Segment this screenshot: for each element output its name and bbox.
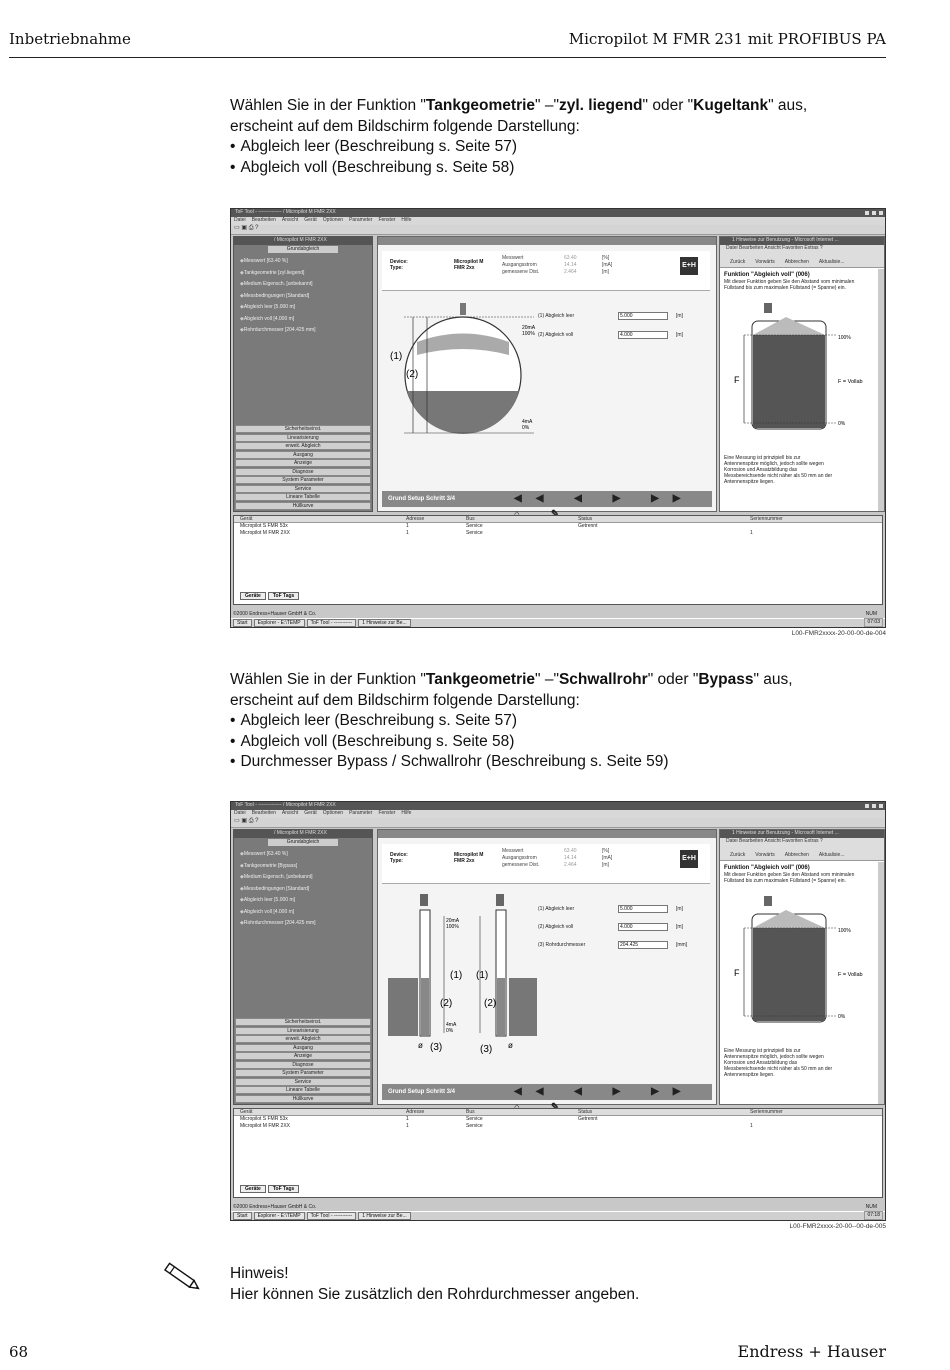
close-icon[interactable] [878,803,884,809]
nav-button[interactable]: Service [235,485,371,493]
step-navigation-buttons[interactable]: ◀◀ ◀ ▶ ▶▶ [514,493,695,504]
menu-item[interactable]: Parameter [349,810,373,816]
bullet-item: • Abgleich voll (Beschreibung s. Seite 58) [230,158,890,179]
panel-titlebar [378,830,716,838]
menu-item[interactable]: Fenster [378,217,396,223]
nav-item[interactable]: ◆ Medium Eigensch. [unbekannt] [240,874,366,886]
col-header[interactable]: Seriennummer [750,516,783,522]
vertical-tank-drawing [726,299,876,439]
taskbar-item[interactable]: Explorer - E:\TEMP [254,1212,305,1220]
liquid-shape [753,928,825,1021]
field-label: (2) Abgleich voll [538,332,574,338]
cell: Getrennt [578,523,598,529]
list-tabs [240,592,299,600]
menu-item[interactable]: Bearbeiten [251,810,276,816]
cell [578,1123,750,1130]
nav-item[interactable]: ◆ Rohrdurchmesser [204.425 mm] [240,327,366,339]
cell [750,523,876,530]
maximize-icon[interactable] [871,803,877,809]
section1-line2: erscheint auf dem Bildschirm folgende Darstellung: [230,117,580,135]
empty-calibration-input[interactable]: 5.000 [618,312,668,320]
help-toolbar [720,252,884,268]
cell: Micropilot S FMR 53x [240,1116,288,1122]
brand-footer: Endress + Hauser [737,1342,886,1361]
label-4ma: 4mA [446,1022,457,1028]
meas-label: gemessene Dist. [502,269,540,275]
label-3: (3) [480,1044,493,1055]
nav-button[interactable]: Linearisierung [235,1027,371,1035]
label-0pct: 0% [522,425,530,431]
type-value: FMR 2xx [454,858,475,864]
stop-button[interactable]: Abbrechen [784,259,809,265]
menu-item[interactable]: Bearbeiten [251,217,276,223]
help-titlebar: 1 Hinweise zur Benutzung - Microsoft Internet ... [720,830,884,838]
step-bar [382,1084,712,1100]
cell: Micropilot S FMR 53x [240,523,288,529]
note-title: Hinweis! [230,1265,289,1282]
label-f-desc: F = Vollab [838,972,863,978]
stillwell-liquid [497,978,505,1036]
section2-text [230,670,890,773]
menu-item[interactable]: Datei [234,810,246,816]
help-browser-window [719,829,885,1105]
help-text: Mit dieser Funktion geben Sie den Abstand vom minimalen Füllstand bis zum maximalen Füllstand (= Spanne) ein. [724,279,855,291]
tab-tof-tags[interactable]: ToF Tags [268,1185,299,1193]
setup-panel [377,236,717,512]
meas-unit: [m] [602,269,609,275]
label-4ma: 4mA [522,419,533,425]
device-info [382,251,710,291]
forward-button[interactable]: Vorwärts [755,852,775,858]
section2-line1: Wählen Sie in der Funktion "Tankgeometrie" –"Schwallrohr" oder "Bypass" aus, [230,671,793,688]
full-calibration-input[interactable]: 4.000 [618,331,668,339]
menu-item[interactable]: Optionen [322,810,344,816]
nav-buttons [235,1018,371,1103]
back-button[interactable]: Zurück [730,259,746,265]
panel-titlebar [378,237,716,245]
menu-item[interactable]: Gerät [304,810,317,816]
cell: 1 [406,1116,409,1122]
nav-group-button[interactable]: Grundabgleich [268,839,338,846]
menu-item[interactable]: Gerät [304,217,317,223]
bullet-item: • Durchmesser Bypass / Schwallrohr (Beschreibung s. Seite 59) [230,752,890,773]
running-header-right: Micropilot M FMR 231 mit PROFIBUS PA [568,30,886,48]
nav-item[interactable]: ◆ Messbedingungen [Standard] [240,293,366,305]
label-1: (1) [450,970,463,981]
navigation-panel [233,829,373,1105]
menu-item[interactable]: Parameter [349,217,373,223]
col-header[interactable]: Bus [466,516,475,522]
menu-item[interactable]: Optionen [322,217,344,223]
taskbar [231,1211,885,1220]
status-num: NUM [865,611,877,617]
folder-icon[interactable]: ▭ [234,225,240,231]
nav-button[interactable]: System Parameter [235,1069,371,1077]
start-button[interactable]: Start [233,619,252,627]
close-icon[interactable] [878,210,884,216]
figure-id-2: L00-FMR2xxxx-20-00--00-de-005 [789,1223,886,1230]
cell: 1 [406,530,409,536]
step-navigation-buttons[interactable]: ◀◀ ◀ ▶ ▶▶ [514,1086,695,1097]
nav-button[interactable]: Diagnose [235,468,371,476]
device-value: Micropilot M [454,259,484,265]
save-icon[interactable]: ▣ [241,818,248,824]
meas-label: gemessene Dist. [502,862,540,868]
nav-button[interactable]: Linearisierung [235,434,371,442]
help-content [720,269,878,511]
nav-button[interactable]: Hüllkurve [235,502,371,510]
nav-button[interactable]: Sicherheitseinst. [235,1018,371,1026]
table-header [234,1109,882,1116]
bullet-item: • Abgleich leer (Beschreibung s. Seite 57) [230,711,890,732]
field-label: (1) Abgleich leer [538,906,575,912]
save-icon[interactable]: ▣ [241,225,248,231]
help-titlebar: 1 Hinweise zur Benutzung - Microsoft Internet ... [720,237,884,245]
meas-value: 63.40 [564,255,577,261]
cell: Service [466,1116,483,1122]
window-titlebar: ToF Tool - -------------- / Micropilot M FMR 2XX [231,209,885,217]
menu-item[interactable]: Ansicht [281,217,299,223]
label-0pct: 0% [838,421,846,427]
label-100pct: 100% [838,335,851,341]
nav-item[interactable]: ◆ Abgleich leer [5.000 m] [240,304,366,316]
cell [750,1116,876,1123]
sensor-shape [420,894,428,906]
help-browser-window [719,236,885,512]
help-content [720,862,878,1104]
back-button[interactable]: Zurück [730,852,746,858]
device-list-panel [233,515,883,605]
nav-item[interactable]: ◆ Abgleich voll [4.000 m] [240,909,366,921]
bypass-liquid [421,978,429,1036]
help-heading: Funktion "Abgleich voll" (006) [724,272,810,278]
nav-item[interactable]: ◆ Tankgeometrie [zyl.liegend] [240,270,366,282]
meas-value: 14.14 [564,855,577,861]
col-header[interactable]: Gerät [240,1109,253,1115]
toolbar [231,818,885,828]
list-tabs [240,1185,299,1193]
meas-unit: [%] [602,848,610,854]
tank-liquid-left [388,978,418,1036]
meas-label: Ausgangsstrom [502,855,537,861]
table-row[interactable] [234,523,882,530]
nav-button[interactable]: Lineare Tabelle [235,1086,371,1094]
tab-geraete[interactable]: Geräte [240,1185,266,1193]
nav-item[interactable]: ◆ Messwert [63.40 %] [240,851,366,863]
cell: Service [466,530,483,536]
full-calibration-input[interactable]: 4.000 [618,923,668,931]
field-unit: [m] [676,332,683,338]
refresh-button[interactable]: Aktualisie... [818,852,845,858]
meas-unit: [m] [602,862,609,868]
pipe-diameter-input[interactable]: 204.425 [618,941,668,949]
nav-button[interactable]: erweit. Abgleich [235,442,371,450]
nav-items [234,847,372,936]
table-row[interactable] [234,1123,882,1130]
menu-item[interactable]: Fenster [378,810,396,816]
nav-item[interactable]: ◆ Abgleich voll [4.000 m] [240,316,366,328]
label-2: (2) [406,369,419,380]
section1-line1: Wählen Sie in der Funktion "Tankgeometrie" –"zyl. liegend" oder "Kugeltank" aus, [230,97,808,114]
col-header[interactable]: Seriennummer [750,1109,783,1115]
diameter-symbol: ø [508,1041,513,1050]
toolbar [231,225,885,235]
meas-label: Messwert [502,848,524,854]
nav-item[interactable]: ◆ Messbedingungen [Standard] [240,886,366,898]
cell: 1 [406,523,409,529]
status-num: NUM [865,1204,877,1210]
print-icon[interactable]: ⎙ [248,818,254,824]
nav-title: / Micropilot M FMR 2XX [234,237,372,245]
vertical-tank-drawing [726,892,876,1032]
note-text: Hier können Sie zusätzlich den Rohrdurchmesser angeben. [230,1285,640,1303]
diameter-symbol: ø [418,1041,423,1050]
meas-unit: [mA] [602,855,613,861]
setup-panel [377,829,717,1105]
taskbar-item[interactable]: Explorer - E:\TEMP [254,619,305,627]
sensor-shape [460,303,466,315]
device-label: Device: [390,852,408,858]
label-100pct: 100% [838,928,851,934]
label-f: F [734,375,740,385]
nav-button[interactable]: Anzeige [235,459,371,467]
cell [578,530,750,537]
col-header[interactable]: Status [578,516,593,522]
tab-tof-tags[interactable]: ToF Tags [268,592,299,600]
meas-value: 2.464 [564,862,577,868]
col-header[interactable]: Adresse [406,1109,425,1115]
liquid-shape [407,391,519,434]
device-list-panel [233,1108,883,1198]
forward-button[interactable]: Vorwärts [755,259,775,265]
taskbar-item[interactable]: 1 Hinweise zur Be... [358,1212,410,1220]
meas-value: 14.14 [564,262,577,268]
status-copyright: ©2000 Endress+Hauser GmbH & Co. [233,611,317,617]
nav-button[interactable]: Ausgang [235,451,371,459]
meas-value: 2.464 [564,269,577,275]
sensor-shape [496,894,504,906]
horizontal-tank-drawing [384,295,554,455]
help-heading: Funktion "Abgleich voll" (006) [724,865,810,871]
section2-bullets [230,711,890,773]
help-toolbar [720,845,884,861]
col-header[interactable]: Gerät [240,516,253,522]
nav-item[interactable]: ◆ Tankgeometrie [Bypass] [240,863,366,875]
nav-item[interactable]: ◆ Medium Eigensch. [unbekannt] [240,281,366,293]
help-menu[interactable]: Datei Bearbeiten Ansicht Favoriten Extras ? [720,245,884,252]
menu-item[interactable]: Ansicht [281,810,299,816]
navigation-panel [233,236,373,512]
label-3: (3) [430,1042,443,1053]
step-bar [382,491,712,507]
note-block [230,1264,639,1305]
nav-button[interactable]: Lineare Tabelle [235,493,371,501]
label-1: (1) [476,970,489,981]
cell: 1 [750,530,753,536]
help-icon[interactable]: ? [255,818,259,824]
cell: Service [466,523,483,529]
cell: Service [466,1123,483,1129]
nav-button[interactable]: Sicherheitseinst. [235,425,371,433]
running-header-left: Inbetriebnahme [9,30,131,48]
pencil-icon [160,1262,204,1292]
figure-id-1: L00-FMR2xxxx-20-00-00-de-004 [791,630,886,637]
bullet-item: • Abgleich voll (Beschreibung s. Seite 58) [230,732,890,753]
col-header[interactable]: Adresse [406,516,425,522]
device-value: Micropilot M [454,852,484,858]
help-menu[interactable]: Datei Bearbeiten Ansicht Favoriten Extras ? [720,838,884,845]
meas-value: 63.40 [564,848,577,854]
taskbar-item[interactable]: ToF Tool - ----------- [307,619,357,627]
folder-icon[interactable]: ▭ [234,818,240,824]
col-header[interactable]: Bus [466,1109,475,1115]
menu-item[interactable]: Hilfe [401,217,412,223]
label-100pct: 100% [522,331,535,337]
bypass-stillwell-drawing [384,888,544,1058]
help-note: Eine Messung ist prinzipiell bis zur Antennenspitze möglich, jedoch sollte wegen Korrosion und Ansatzbildung das Messbereichsende nicht näher als 50 mm an der Antennenspitze liegen. [724,455,833,485]
help-note: Eine Messung ist prinzipiell bis zur Antennenspitze möglich, jedoch sollte wegen Korrosion und Ansatzbildung das Messbereichsende nicht näher als 50 mm an der Antennenspitze liegen. [724,1048,833,1078]
field-unit: [m] [676,313,683,319]
field-unit: [mm] [676,942,688,948]
nav-group-button[interactable]: Grundabgleich [268,246,338,253]
menu-bar [231,810,885,818]
nav-item[interactable]: ◆ Rohrdurchmesser [204.425 mm] [240,920,366,932]
nav-item[interactable]: ◆ Messwert [63.40 %] [240,258,366,270]
field-unit: [m] [676,906,683,912]
label-f-desc: F = Vollab [838,379,863,385]
taskbar-item[interactable]: ToF Tool - ----------- [307,1212,357,1220]
cell: 1 [406,1123,409,1129]
nav-button[interactable]: System Parameter [235,476,371,484]
section1-text [230,96,890,178]
label-0pct: 0% [838,1014,846,1020]
nav-button[interactable]: Diagnose [235,1061,371,1069]
section1-bullets [230,137,890,178]
table-row[interactable] [234,1116,882,1123]
cell: 1 [750,1123,753,1129]
nav-title: / Micropilot M FMR 2XX [234,830,372,838]
screenshot-figure-1 [230,208,886,628]
table-row[interactable] [234,530,882,537]
nav-button[interactable]: Hüllkurve [235,1095,371,1103]
taskbar-item[interactable]: 1 Hinweise zur Be... [358,619,410,627]
minimize-icon[interactable] [864,210,870,216]
field-label: (2) Abgleich voll [538,924,574,930]
nav-button[interactable]: Anzeige [235,1052,371,1060]
nav-button[interactable]: Service [235,1078,371,1086]
eh-logo: E+H [680,850,698,868]
maximize-icon[interactable] [871,210,877,216]
meas-label: Ausgangsstrom [502,262,537,268]
menu-bar [231,217,885,225]
field-label: (1) Abgleich leer [538,313,575,319]
help-scrollbar[interactable] [878,269,884,511]
window-buttons[interactable] [864,210,884,216]
nav-button[interactable]: Ausgang [235,1044,371,1052]
col-header[interactable]: Status [578,1109,593,1115]
window-titlebar: ToF Tool - -------------- / Micropilot M FMR 2XX [231,802,885,810]
field-unit: [m] [676,924,683,930]
type-value: FMR 2xx [454,265,475,271]
bullet-item: • Abgleich leer (Beschreibung s. Seite 57) [230,137,890,158]
help-scrollbar[interactable] [878,862,884,1104]
step-label: Grund Setup Schritt 3/4 [388,496,456,502]
taskbar [231,618,885,627]
tab-geraete[interactable]: Geräte [240,592,266,600]
liquid-shape [753,335,825,428]
label-0pct: 0% [446,1028,454,1034]
eh-logo: E+H [680,257,698,275]
menu-item[interactable]: Hilfe [401,810,412,816]
nav-buttons [235,425,371,510]
help-text: Mit dieser Funktion geben Sie den Abstand vom minimalen Füllstand bis zum maximalen Füllstand (= Spanne) ein. [724,872,855,884]
refresh-button[interactable]: Aktualisie... [818,259,845,265]
help-icon[interactable]: ? [255,225,259,231]
cell: Getrennt [578,1116,598,1122]
table-header [234,516,882,523]
meas-unit: [%] [602,255,610,261]
header-rule [9,57,886,58]
menu-item[interactable]: Datei [234,217,246,223]
nav-items [234,254,372,343]
label-20ma: 20mA [446,918,460,924]
device-info [382,844,710,884]
nav-button[interactable]: erweit. Abgleich [235,1035,371,1043]
clock: 07:03 [864,618,883,627]
label-100pct: 100% [446,924,459,930]
label-2: (2) [440,998,453,1009]
device-label: Device: [390,259,408,265]
status-copyright: ©2000 Endress+Hauser GmbH & Co. [233,1204,317,1210]
cell: Micropilot M FMR 2XX [240,1123,291,1129]
tank-liquid-right [509,978,537,1036]
field-label: (3) Rohrdurchmesser [538,942,586,948]
minimize-icon[interactable] [864,803,870,809]
nav-item[interactable]: ◆ Abgleich leer [5.000 m] [240,897,366,909]
meas-label: Messwert [502,255,524,261]
sensor-shape [764,896,772,906]
stop-button[interactable]: Abbrechen [784,852,809,858]
empty-calibration-input[interactable]: 5.000 [618,905,668,913]
cell: Micropilot M FMR 2XX [240,530,291,536]
window-buttons[interactable] [864,803,884,809]
type-label: Type: [390,265,403,271]
clock: 07:18 [864,1211,883,1220]
label-20ma: 20mA [522,325,536,331]
step-label: Grund Setup Schritt 3/4 [388,1089,456,1095]
start-button[interactable]: Start [233,1212,252,1220]
label-f: F [734,968,740,978]
section2-line2: erscheint auf dem Bildschirm folgende Darstellung: [230,691,580,709]
page-number: 68 [9,1343,29,1361]
sensor-shape [764,303,772,313]
label-1: (1) [390,351,403,362]
label-2: (2) [484,998,497,1009]
meas-unit: [mA] [602,262,613,268]
screenshot-figure-2 [230,801,886,1221]
type-label: Type: [390,858,403,864]
print-icon[interactable]: ⎙ [248,225,254,231]
